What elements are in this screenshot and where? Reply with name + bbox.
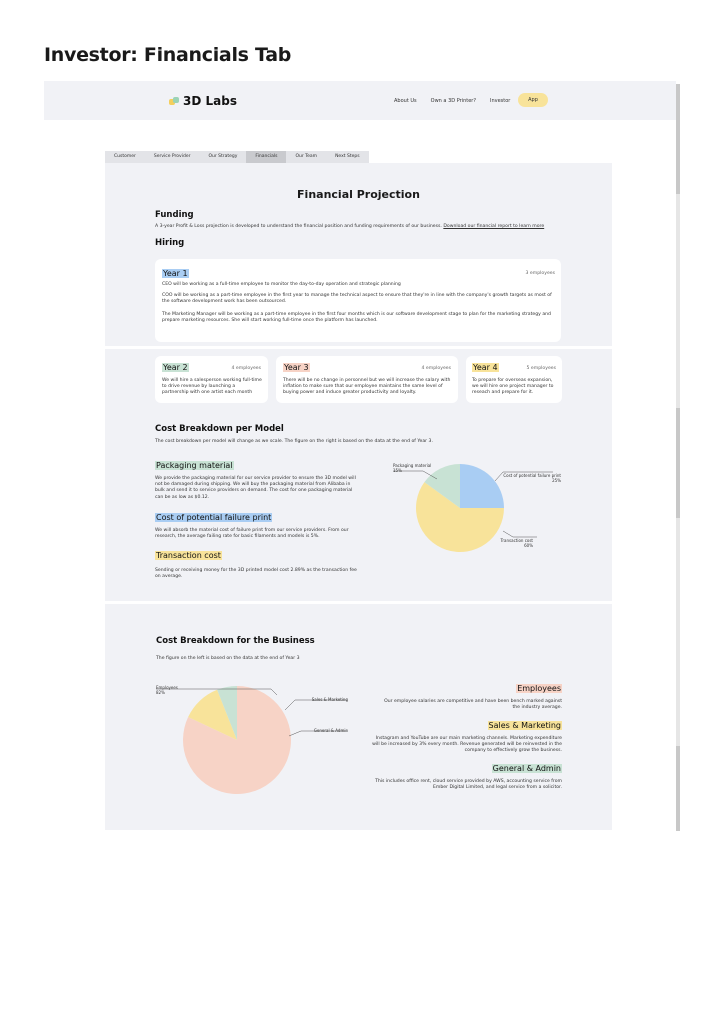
pie1-slice-cost-of-potential-failure-print (460, 464, 504, 508)
transaction-text: Sending or receiving money for the 3D printed model cost 2.89% as the transaction fee on average. (155, 568, 357, 580)
pie1-label-packaging-name: Packaging material (393, 463, 432, 468)
failure-heading (155, 513, 272, 522)
nav-about-us[interactable]: About Us (394, 98, 417, 104)
year-2-card (155, 356, 268, 403)
pie1-label-packaging (393, 463, 431, 473)
pie1-label-failure (495, 473, 561, 483)
pie2-label-admin: General & Admin (313, 728, 348, 733)
cost-per-model-panel (105, 349, 612, 601)
pie1-label-packaging-value: 15% (393, 468, 402, 473)
nav-investor[interactable]: Investor (490, 98, 511, 104)
logo[interactable] (169, 94, 237, 108)
year-4-count: 5 employees (526, 366, 556, 371)
employees-text: Our employee salaries are competitive and have been bench marked against the industry average. (384, 699, 562, 711)
year-3-card (276, 356, 458, 403)
year-4-title (472, 363, 499, 372)
hiring-heading: Hiring (155, 238, 185, 248)
pie2-label-employees (156, 685, 178, 695)
year-1-title (162, 269, 189, 278)
year-2-count: 4 employees (231, 366, 261, 371)
scrollbar-thumb[interactable] (676, 746, 680, 831)
year-1-card (155, 259, 561, 342)
scrollbar[interactable] (676, 84, 680, 831)
tab-our-strategy[interactable]: Our Strategy (208, 154, 238, 159)
site-header (44, 81, 676, 120)
transaction-label: Transaction cost (156, 551, 221, 560)
main-nav (394, 97, 538, 104)
packaging-text: We provide the packaging material for our service provider to ensure the 3D model will not be damaged during shipping. We will buy the packaging material from Alibaba in bulk and send it to service providers on demand. The cost for one packaging material can be as low as $0.12. (155, 476, 356, 500)
pie1-label-failure-name: Cost of potential failure print (503, 473, 561, 478)
cost-business-subtitle: The figure on the left is based on the data at the end of Year 3 (156, 656, 300, 661)
tab-customer[interactable]: Customer (114, 154, 136, 159)
logo-icon (169, 96, 180, 106)
logo-text: 3D Labs (183, 94, 237, 108)
pie1-leader-line-2 (503, 531, 537, 537)
section-title: Financial Projection (297, 188, 420, 201)
sales-text: Instagram and YouTube are our main marketing channels. Marketing expenditure will be increased by 3% every month. Revenue generated will be reinvested in the company to effectively grow the business. (372, 736, 562, 754)
cost-business-panel (105, 604, 612, 830)
financial-projection-panel (105, 163, 612, 346)
admin-label: General & Admin (492, 764, 561, 773)
funding-description: A 3-year Profit & Loss projection is developed to understand the financial position and funding requirements of our business. (155, 224, 442, 229)
cost-model-subtitle: The cost breakdown per model will change as we scale. The figure on the right is based on the data at the end of Year 3. (155, 439, 433, 444)
tab-our-team[interactable]: Our Team (295, 154, 318, 159)
employees-label: Employees (517, 684, 561, 693)
year-4-label: Year 4 (473, 363, 498, 372)
pie1-label-transaction-value: 60% (524, 543, 533, 548)
financial-report-link[interactable]: Download our financial report to learn more (443, 224, 545, 229)
pie2-label-employees-value: 82% (156, 690, 165, 695)
funding-text (155, 224, 575, 230)
year-3-title (283, 363, 310, 372)
pie1-label-failure-value: 25% (552, 478, 561, 483)
cost-business-title: Cost Breakdown for the Business (156, 636, 315, 646)
sales-heading (488, 721, 563, 730)
year-1-ceo: CEO will be working as a full-time employee to monitor the day-to-day operation and strategic planning (162, 282, 401, 287)
pie2-label-sales: Sales & Marketing (311, 697, 348, 702)
cost-business-pie-chart (151, 678, 357, 798)
admin-heading (492, 764, 562, 773)
cost-model-title: Cost Breakdown per Model (155, 424, 284, 434)
tab-service-provider[interactable]: Service Provider (153, 154, 191, 159)
nav-own-printer[interactable]: Own a 3D Printer? (430, 98, 476, 104)
funding-heading: Funding (155, 210, 194, 220)
employees-heading (516, 684, 562, 693)
year-3-count: 4 employees (421, 366, 451, 371)
year-1-marketing: The Marketing Manager will be working as a part-time employee in the first four months which is our software development stage to plan for the marketing strategy and prepare marketing resources. She will start working full-time once the platform has launched. (162, 312, 551, 324)
year-1-count: 3 employees (525, 271, 555, 276)
transaction-heading (155, 551, 222, 560)
pie2-label-employees-name: Employees (156, 685, 178, 690)
failure-text: We will absorb the material cost of failure print from our service providers. From our research, the average failing rate for basic filaments and models is 5%. (155, 528, 349, 540)
pie1-label-transaction-name: Transaction cost (500, 538, 533, 543)
packaging-heading (155, 461, 234, 470)
pie1-label-transaction (485, 538, 533, 548)
admin-text: This includes office rent, cloud service provided by AWS, accounting service from Ember Digital Limited, and legal service from a solicitor. (375, 779, 562, 791)
year-2-title (162, 363, 189, 372)
failure-label: Cost of potential failure print (156, 513, 272, 522)
app-button[interactable]: App (518, 93, 548, 107)
tab-bar (105, 151, 369, 163)
sales-label: Sales & Marketing (488, 721, 561, 730)
page-title: Investor: Financials Tab (44, 44, 292, 66)
year-1-label: Year 1 (163, 269, 188, 278)
year-3-text: There will be no change in personnel but we will increase the salary with inflation to make sure that our employee maintains the same level of buying power and induce greater productivity and loyalty. (283, 378, 451, 396)
year-2-text: We will hire a salesperson working full-time to drive revenue by launching a partnership with one artist each month (162, 378, 262, 396)
year-4-card (466, 356, 562, 403)
tab-next-steps[interactable]: Next Steps (335, 154, 360, 159)
tab-financials[interactable]: Financials (246, 151, 286, 163)
year-4-text: To prepare for overseas expansion, we will hire one project manager to reseach and prepare for it. (472, 378, 554, 396)
scrollbar-thumb[interactable] (676, 408, 680, 518)
year-2-label: Year 2 (163, 363, 188, 372)
packaging-label: Packaging material (156, 461, 233, 470)
scrollbar-thumb[interactable] (676, 84, 680, 194)
year-1-coo: COO will be working as a part-time employee in the first year to manage the technical aspect to ensure that they're in line with the company's growth targets as most of the software development work has been outsourced. (162, 293, 552, 305)
year-3-label: Year 3 (284, 363, 309, 372)
